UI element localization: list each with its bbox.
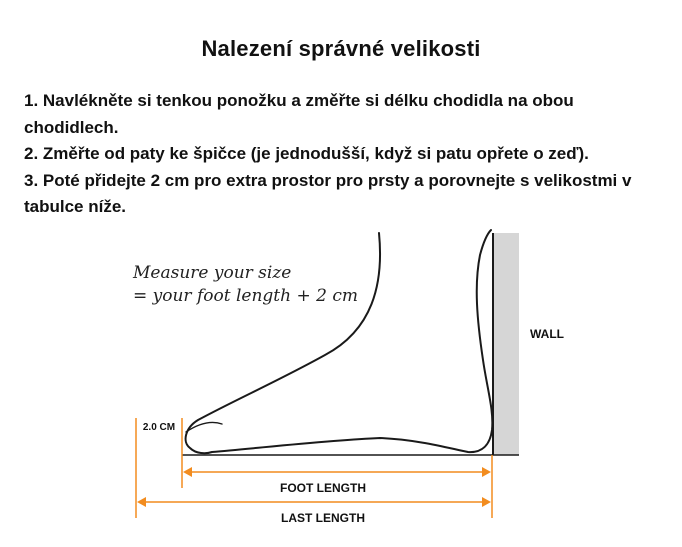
wall <box>493 233 519 455</box>
size-note-line-2: = your foot length + 2 cm <box>133 286 358 306</box>
page-title: Nalezení správné velikosti <box>201 36 481 61</box>
instruction-step-3: 3. Poté přidejte 2 cm pro extra prostor pro prsty a porovnejte s velikostmi v tabulce níže. <box>24 170 632 216</box>
foot-length-arrowhead-left <box>183 467 192 477</box>
instruction-step-2: 2. Změřte od paty ke špičce (je jednodušší, když si patu opřete o zeď). <box>24 144 589 163</box>
instruction-step-1: 1. Navlékněte si tenkou ponožku a změřte si délku chodidla na obou chodidlech. <box>24 91 574 137</box>
allowance-label: 2.0 CM <box>142 422 176 433</box>
last-length-arrowhead-left <box>137 497 146 507</box>
last-length-label: LAST LENGTH <box>281 511 365 525</box>
last-length-arrowhead-right <box>482 497 491 507</box>
foot-length-label: FOOT LENGTH <box>280 481 366 495</box>
foot-length-arrowhead-right <box>482 467 491 477</box>
wall-label: WALL <box>530 327 564 341</box>
size-note-line-1: Measure your size <box>133 263 292 283</box>
